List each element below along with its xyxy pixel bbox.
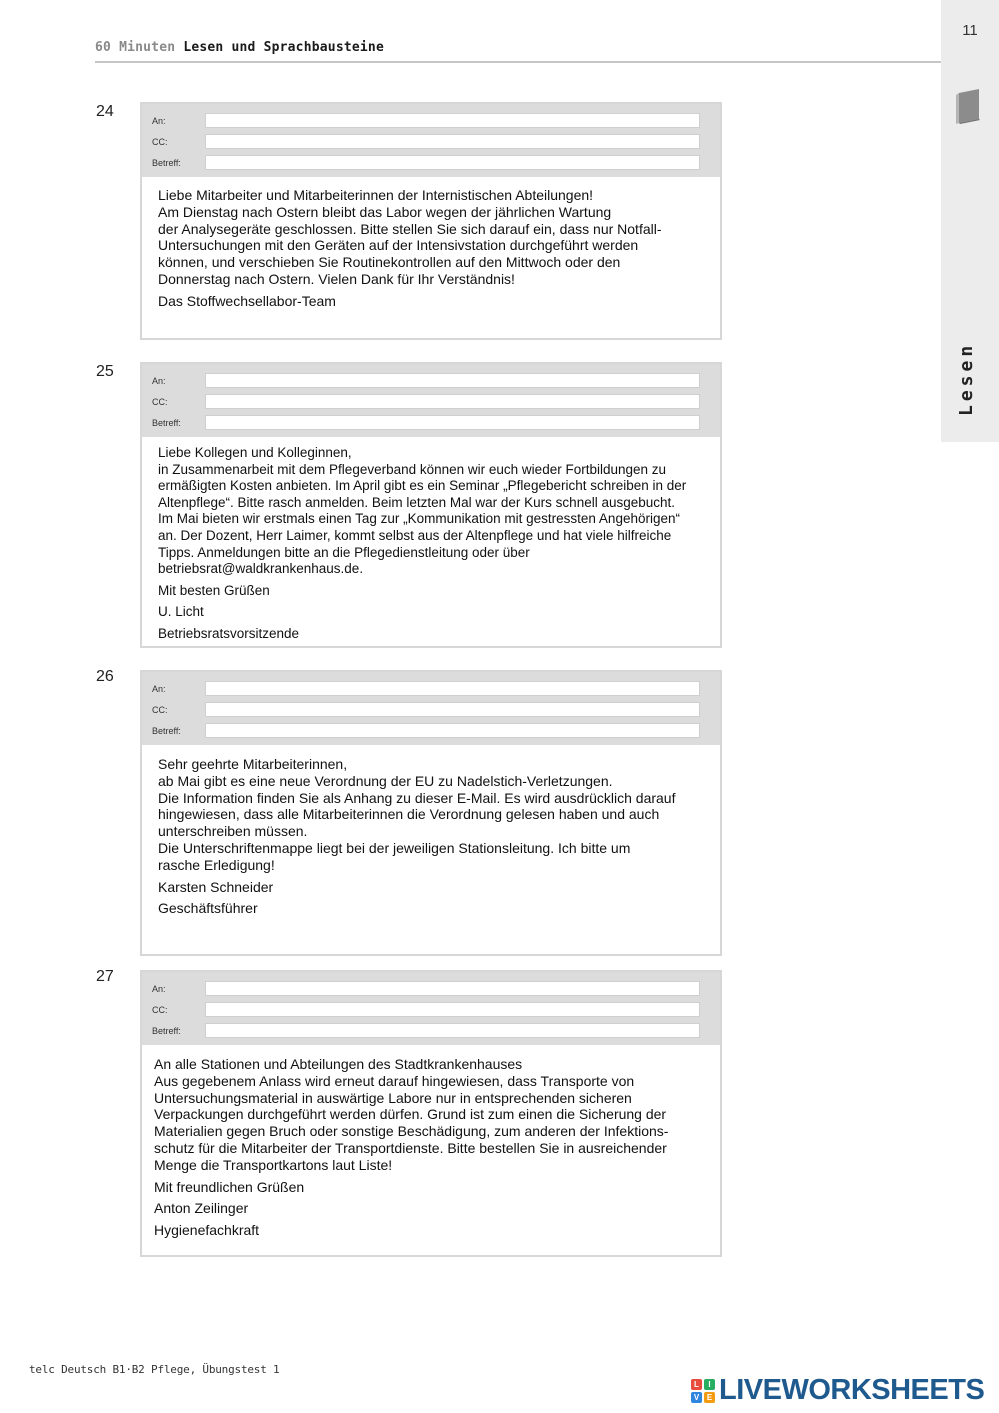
email-header-fields — [142, 364, 720, 437]
footer-source: telc Deutsch B1·B2 Pflege, Übungstest 1 — [29, 1363, 280, 1376]
header-prefix: 60 Minuten — [95, 40, 176, 55]
subject-label: Betreff: — [152, 1025, 181, 1036]
to-field[interactable] — [205, 373, 700, 388]
email-signature-line: Betriebsratsvorsitzende — [158, 625, 300, 641]
email-signature-line: Anton Zeilinger — [154, 1200, 249, 1217]
task-number: 24 — [96, 103, 114, 120]
subject-field[interactable] — [205, 1023, 700, 1038]
email-body — [142, 177, 720, 318]
email-card — [140, 670, 722, 956]
to-label: An: — [152, 683, 166, 694]
to-label: An: — [152, 983, 166, 994]
email-text: Liebe Mitarbeiter und Mitarbeiterinnen der Internistischen Abteilungen! Am Dienstag nach Ostern bleibt das Labor wegen der jährlichen Wartung der Analysegeräte geschlossen. Bitte stellen Sie sich darauf ein, dass nur Notfall- Untersuchungen mit den Geräten auf der Intensivstation durchgeführt werden können, und verschieben Sie Routinekontrollen auf den Mittwoch oder den Donnerstag nach Ostern. Vielen Dank für Ihr Verständnis! — [158, 187, 662, 287]
subject-label: Betreff: — [152, 725, 181, 736]
email-body — [142, 745, 720, 925]
email-signature-line: Mit besten Grüßen — [158, 582, 270, 598]
subject-label: Betreff: — [152, 157, 181, 168]
cc-label: CC: — [152, 136, 168, 147]
logo-tile: L — [691, 1379, 702, 1390]
email-card — [140, 102, 722, 340]
email-signature-line: Das Stoffwechsellabor-Team — [158, 292, 336, 309]
header-title-text: Lesen und Sprachbausteine — [183, 40, 384, 55]
header-divider — [95, 61, 941, 63]
cc-field[interactable] — [205, 1002, 700, 1017]
logo-text: LIVEWORKSHEETS — [719, 1374, 985, 1406]
email-signature-line: Geschäftsführer — [158, 900, 258, 917]
email-text: Sehr geehrte Mitarbeiterinnen, ab Mai gibt es eine neue Verordnung der EU zu Nadelstich-Verletzungen. Die Information finden Sie als Anhang zu dieser E-Mail. Es wird ausdrücklich darauf hingewiesen, dass alle Mitarbeiterinnen die Verordnung gelesen haben und auch unterschreiben müssen. Die Unterschriftenmappe liegt bei der jeweiligen Stationsleitung. Ich bitte um rasche Erledigung! — [158, 756, 676, 873]
email-body — [142, 1045, 720, 1247]
cc-field[interactable] — [205, 394, 700, 409]
logo-icon — [691, 1379, 715, 1403]
email-body — [142, 437, 720, 651]
email-signature-line: Mit freundlichen Grüßen — [154, 1178, 305, 1195]
logo-tile: E — [704, 1392, 715, 1403]
email-text: Liebe Kollegen und Kolleginnen, in Zusammenarbeit mit dem Pflegeverband können wir euch wieder Fortbildungen zu ermäßigten Kosten anbieten. Im April gibt es ein Seminar „Pflegebericht schreiben in der Altenpflege“. Bitte rasch anmelden. Beim letzten Mal war der Kurs schnell ausgebucht. Im Mai bieten wir erstmals einen Tag zur „Kommunikation mit gestressten Angehörigen“ an. Der Dozent, Herr Laimer, kommt selbst aus der Altenpflege und hat viele hilfreiche Tipps. Anmeldungen bitte an die Pflegedienstleitung oder über betriebsrat@waldkrankenhaus.de. — [158, 445, 687, 577]
page-number: 11 — [962, 22, 978, 39]
subject-label: Betreff: — [152, 417, 181, 428]
to-field[interactable] — [205, 981, 700, 996]
email-header-fields — [142, 972, 720, 1045]
cc-field[interactable] — [205, 702, 700, 717]
email-card — [140, 970, 722, 1257]
page-header-title — [95, 40, 384, 55]
to-label: An: — [152, 375, 166, 386]
cc-label: CC: — [152, 396, 168, 407]
email-header-fields — [142, 672, 720, 745]
side-section-label: Lesen — [956, 341, 977, 416]
logo-tile: V — [691, 1392, 702, 1403]
cc-field[interactable] — [205, 134, 700, 149]
logo-tile: I — [704, 1379, 715, 1390]
task-number: 26 — [96, 668, 114, 685]
to-field[interactable] — [205, 681, 700, 696]
email-card — [140, 362, 722, 648]
cc-label: CC: — [152, 704, 168, 715]
cc-label: CC: — [152, 1004, 168, 1015]
task-number: 27 — [96, 968, 114, 985]
email-signature-line: Karsten Schneider — [158, 878, 274, 895]
subject-field[interactable] — [205, 415, 700, 430]
to-field[interactable] — [205, 113, 700, 128]
liveworksheets-logo[interactable] — [691, 1374, 984, 1407]
email-signature-line: U. Licht — [158, 604, 204, 620]
email-text: An alle Stationen und Abteilungen des Stadtkrankenhauses Aus gegebenem Anlass wird erneut darauf hingewiesen, dass Transporte von Untersuchungsmaterial in auswärtige Labore nur in entsprechenden sicheren Verpackungen durchgeführt werden dürfen. Grund ist zum einen die Sicherung der Materialien gegen Bruch oder sonstige Beschädigung, zum anderen der Infektions- schutz für die Mitarbeiter der Transportdienste. Bitte bestellen Sie in ausreichender Menge die Transportkartons laut Liste! — [154, 1056, 669, 1173]
email-signature-line: Hygienefachkraft — [154, 1222, 260, 1239]
subject-field[interactable] — [205, 155, 700, 170]
email-header-fields — [142, 104, 720, 177]
to-label: An: — [152, 115, 166, 126]
subject-field[interactable] — [205, 723, 700, 738]
task-number: 25 — [96, 363, 114, 380]
book-icon — [956, 88, 982, 124]
